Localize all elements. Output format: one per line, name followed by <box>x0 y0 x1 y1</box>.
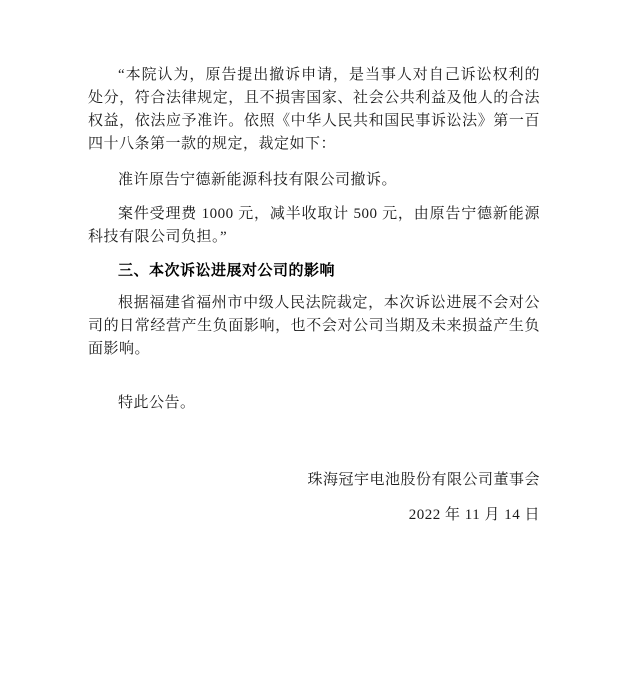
impact-paragraph: 根据福建省福州市中级人民法院裁定，本次诉讼进展不会对公司的日常经营产生负面影响，也不会对公司当期及未来损益产生负面影响。 <box>88 295 540 357</box>
ruling-paragraph-2: 准许原告宁德新能源科技有限公司撤诉。 <box>118 172 398 188</box>
signature-date: 2022 年 11 月 14 日 <box>408 507 540 523</box>
closing-statement: 特此公告。 <box>118 395 196 411</box>
ruling-paragraph-3: 案件受理费 1000 元，减半收取计 500 元，由原告宁德新能源科技有限公司负担。” <box>88 206 540 245</box>
signature-company: 珠海冠宇电池股份有限公司董事会 <box>307 472 540 488</box>
section-heading-impact: 三、本次诉讼进展对公司的影响 <box>118 262 336 279</box>
ruling-paragraph-1: “本院认为，原告提出撤诉申请，是当事人对自己诉讼权利的处分，符合法律规定，且不损害国家、社会公共利益及他人的合法权益，依法应予准许。依照《中华人民共和国民事诉讼法》第一百四十八条第一款的规定，裁定如下： <box>88 67 540 152</box>
